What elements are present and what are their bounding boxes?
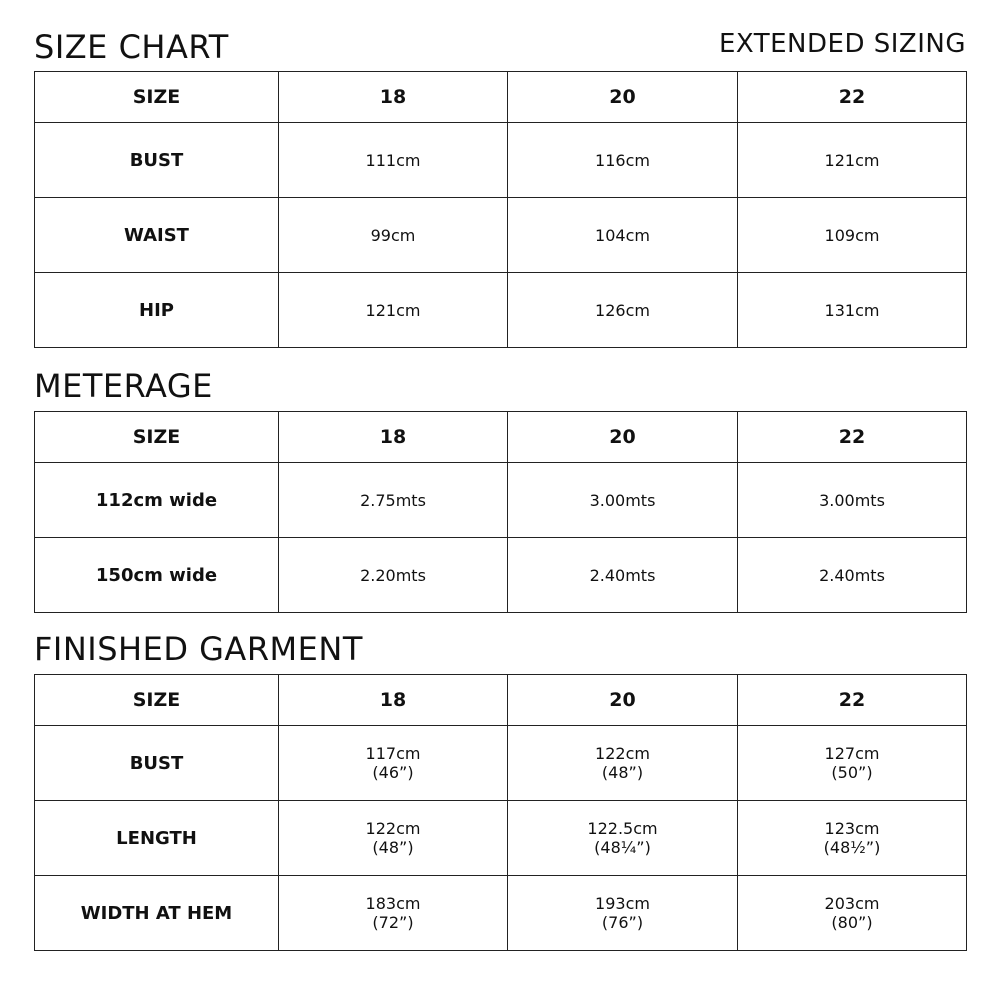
cell-value: [508, 801, 738, 876]
size-chart-table-wrapper: [34, 71, 966, 348]
row-label: BUST: [35, 726, 279, 801]
cell-value: 131cm: [738, 273, 967, 348]
meterage-table-wrapper: [34, 411, 966, 613]
row-label: WAIST: [35, 198, 279, 273]
header-cell-18: 18: [279, 412, 508, 463]
cm-value: 183cm: [365, 894, 421, 913]
extended-sizing-label: EXTENDED SIZING: [718, 29, 966, 59]
finished-garment-table: [34, 674, 967, 951]
header-cell-22: 22: [738, 675, 967, 726]
cell-value: 116cm: [508, 123, 738, 198]
header-cell-20: 20: [508, 412, 738, 463]
header-cell-20: 20: [508, 72, 738, 123]
header-cell-18: 18: [279, 675, 508, 726]
table-row-hip: [35, 273, 967, 348]
table-header-row: [35, 675, 967, 726]
cell-value: 3.00mts: [738, 463, 967, 538]
inch-value: (48¼”): [594, 838, 651, 857]
cm-value: 127cm: [824, 744, 880, 763]
size-chart-title: SIZE CHART: [34, 28, 229, 66]
size-chart-table: [34, 71, 967, 348]
cm-value: 123cm: [824, 819, 880, 838]
cell-value: 121cm: [279, 273, 508, 348]
cell-value: 126cm: [508, 273, 738, 348]
cm-value: 122.5cm: [587, 819, 658, 838]
meterage-title: METERAGE: [34, 367, 213, 405]
cm-value: 193cm: [595, 894, 650, 913]
cm-value: 122cm: [595, 744, 650, 763]
header-cell-size: SIZE: [35, 675, 279, 726]
cell-value: 3.00mts: [508, 463, 738, 538]
cm-value: 203cm: [824, 894, 880, 913]
table-row-150cm-wide: [35, 538, 967, 613]
cell-value: 104cm: [508, 198, 738, 273]
row-label: HIP: [35, 273, 279, 348]
table-header-row: [35, 72, 967, 123]
inch-value: (72”): [372, 913, 414, 932]
inch-value: (48”): [372, 838, 414, 857]
cell-value: [738, 876, 967, 951]
inch-value: (48½”): [823, 838, 881, 857]
cell-value: 121cm: [738, 123, 967, 198]
row-label: WIDTH AT HEM: [35, 876, 279, 951]
table-row-bust: [35, 123, 967, 198]
cell-value: 99cm: [279, 198, 508, 273]
header-cell-22: 22: [738, 412, 967, 463]
inch-value: (48”): [601, 763, 644, 782]
cell-value: [738, 801, 967, 876]
table-row-waist: [35, 198, 967, 273]
table-header-row: [35, 412, 967, 463]
inch-value: (50”): [831, 763, 873, 782]
cell-value: 2.75mts: [279, 463, 508, 538]
cell-value: [738, 726, 967, 801]
finished-garment-title: FINISHED GARMENT: [34, 630, 363, 668]
cell-value: [279, 801, 508, 876]
table-row-length: [35, 801, 967, 876]
cell-value: 2.20mts: [279, 538, 508, 613]
cell-value: 2.40mts: [508, 538, 738, 613]
cell-value: 109cm: [738, 198, 967, 273]
row-label: 150cm wide: [35, 538, 279, 613]
row-label: BUST: [35, 123, 279, 198]
meterage-table: [34, 411, 967, 613]
header-cell-18: 18: [279, 72, 508, 123]
header-cell-size: SIZE: [35, 412, 279, 463]
row-label: LENGTH: [35, 801, 279, 876]
cm-value: 117cm: [365, 744, 421, 763]
inch-value: (76”): [601, 913, 644, 932]
table-row-bust: [35, 726, 967, 801]
cell-value: 111cm: [279, 123, 508, 198]
finished-garment-table-wrapper: [34, 674, 966, 951]
table-row-width-at-hem: [35, 876, 967, 951]
inch-value: (46”): [372, 763, 414, 782]
header-cell-size: SIZE: [35, 72, 279, 123]
header-cell-20: 20: [508, 675, 738, 726]
cell-value: 2.40mts: [738, 538, 967, 613]
cm-value: 122cm: [365, 819, 421, 838]
cell-value: [508, 876, 738, 951]
header-cell-22: 22: [738, 72, 967, 123]
table-row-112cm-wide: [35, 463, 967, 538]
cell-value: [279, 726, 508, 801]
cell-value: [279, 876, 508, 951]
inch-value: (80”): [831, 913, 873, 932]
cell-value: [508, 726, 738, 801]
row-label: 112cm wide: [35, 463, 279, 538]
